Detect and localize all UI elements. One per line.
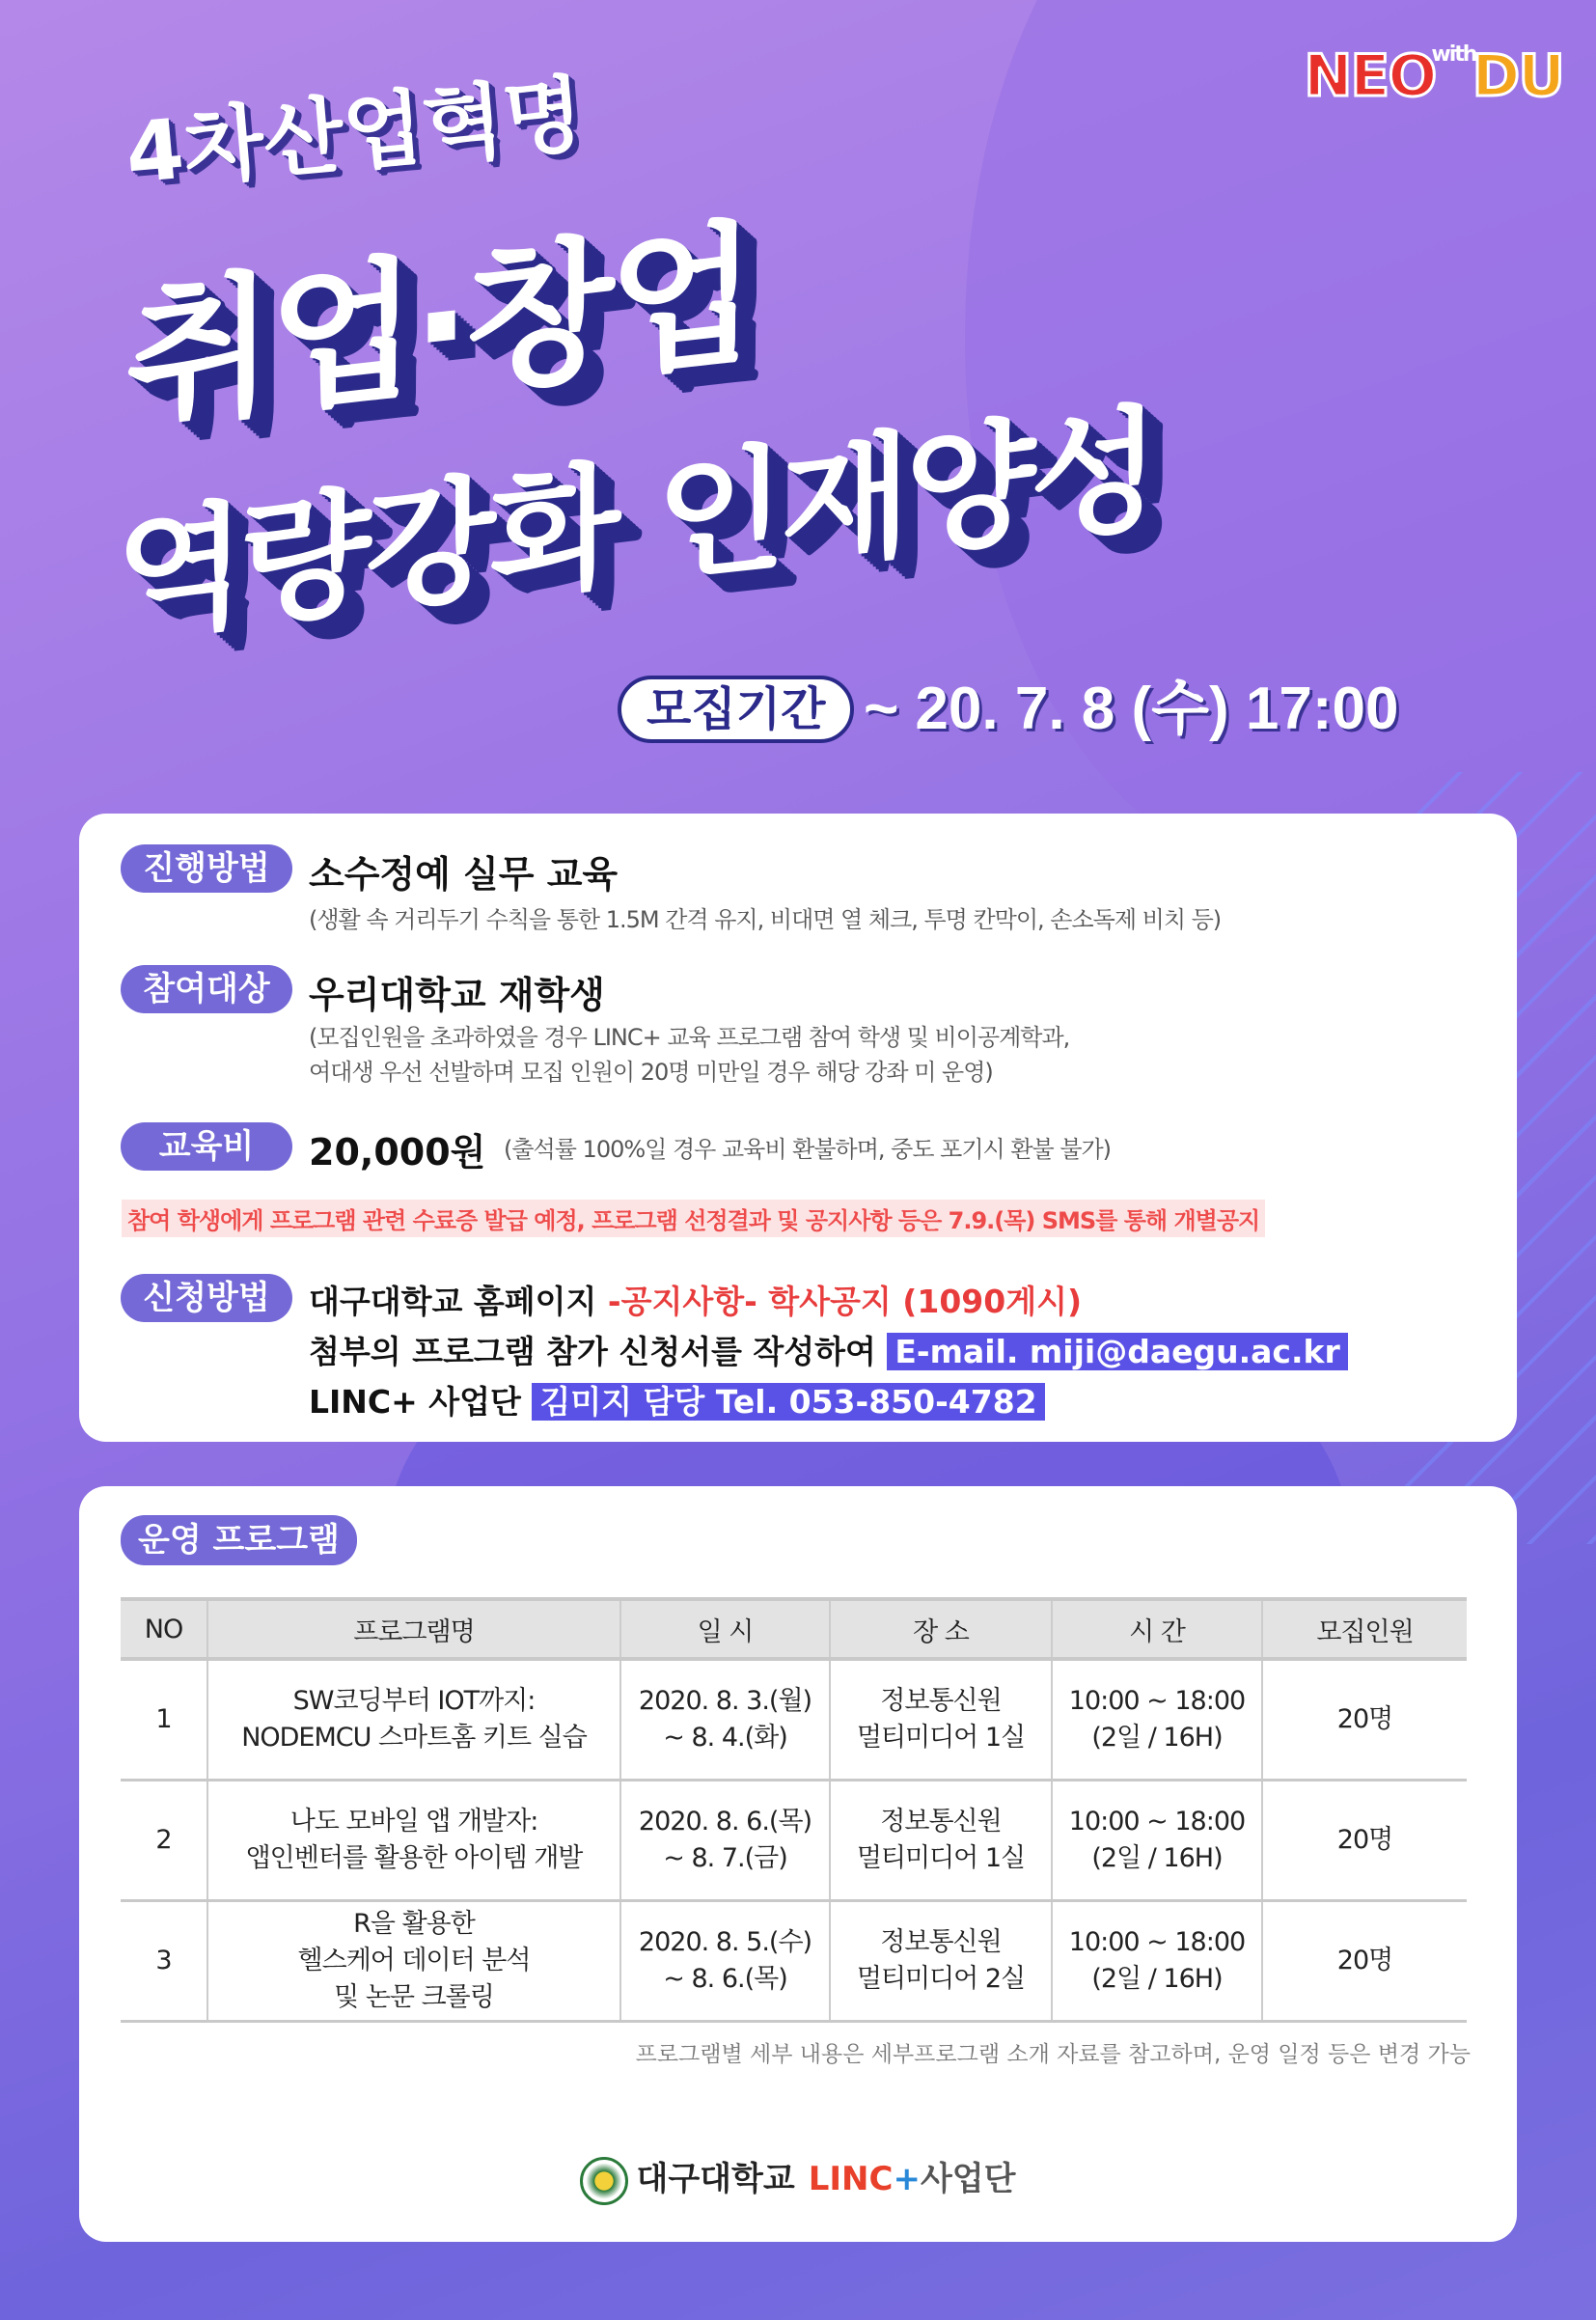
cell-count-line: 20명: [1336, 1824, 1393, 1855]
cell-place-line: 멀티미디어 2실: [856, 1963, 1026, 1994]
method-sub: (생활 속 거리두기 수칙을 통한 1.5M 간격 유지, 비대면 열 체크, 투명 칸막이, 손소독제 비치 등): [309, 906, 1222, 933]
notice-text: 참여 학생에게 프로그램 관련 수료증 발급 예정, 프로그램 선정결과 및 공지사항 등은 7.9.(목) SMS를 통해 개별공지: [122, 1200, 1265, 1237]
program-card: [79, 1486, 1517, 2242]
cell-time-line: 10:00 ~ 18:00: [1068, 1926, 1246, 1957]
apply-line1: [309, 1277, 1082, 1322]
fee-sub: (출석률 100%일 경우 교육비 환불하며, 중도 포기시 환불 불가): [504, 1136, 1112, 1163]
cell-date-line: ~ 8. 6.(목): [663, 1963, 787, 1994]
table-row: [121, 1780, 1467, 1900]
fee-badge: 교육비: [121, 1122, 292, 1171]
cell-date: [620, 1780, 830, 1900]
cell-place: [830, 1659, 1052, 1780]
program-badge: 운영 프로그램: [121, 1515, 357, 1565]
cell-date-line: 2020. 8. 6.(목): [638, 1806, 812, 1837]
target-sub2: 여대생 우선 선발하며 모집 인원이 20명 미만일 경우 해당 강좌 미 운영): [309, 1059, 993, 1086]
col-time: 시 간: [1052, 1599, 1262, 1659]
target-main: 우리대학교 재학생: [309, 974, 605, 1016]
university-name: 대구대학교: [636, 2160, 795, 2198]
title-line2: 역량강화 인재양성: [116, 391, 1155, 658]
col-count: 모집인원: [1262, 1599, 1467, 1659]
cell-date-line: ~ 8. 4.(화): [663, 1722, 787, 1753]
cell-no-line: 3: [155, 1945, 172, 1975]
cell-program-name: [207, 1659, 620, 1780]
table-row: [121, 1900, 1467, 2021]
cell-no-line: 1: [155, 1703, 172, 1734]
cell-count: [1262, 1900, 1467, 2021]
cell-time-line: (2일 / 16H): [1091, 1842, 1223, 1873]
cell-time-line: (2일 / 16H): [1091, 1963, 1223, 1994]
cell-time: [1052, 1659, 1262, 1780]
linc-plus: +: [893, 2160, 921, 2198]
cell-date: [620, 1900, 830, 2021]
cell-time-line: 10:00 ~ 18:00: [1068, 1806, 1246, 1837]
cell-date-line: ~ 8. 7.(금): [663, 1842, 787, 1873]
cell-no-line: 2: [155, 1824, 172, 1855]
cell-date: [620, 1659, 830, 1780]
target-sub1: (모집인원을 초과하였을 경우 LINC+ 교육 프로그램 참여 학생 및 비이공계학과,: [309, 1024, 1070, 1051]
fee-main: 20,000원: [309, 1131, 486, 1174]
apply-badge: 신청방법: [121, 1274, 292, 1322]
col-no: NO: [121, 1599, 207, 1659]
linc-suffix: 사업단: [920, 2160, 1016, 2198]
recruit-period-badge: 모집기간: [618, 676, 854, 743]
cell-program-name-line: 나도 모바일 앱 개발자:: [289, 1806, 538, 1837]
cell-place-line: 멀티미디어 1실: [856, 1842, 1026, 1873]
cell-program-name-line: 헬스케어 데이터 분석: [297, 1945, 531, 1975]
linc-text: LINC: [808, 2160, 894, 2198]
cell-place-line: 정보통신원: [880, 1806, 1002, 1837]
cell-program-name: [207, 1780, 620, 1900]
deadline-text: ~ 20. 7. 8 (수) 17:00: [864, 676, 1399, 742]
notice-board-link: -공지사항- 학사공지 (1090게시): [607, 1283, 1083, 1320]
cell-program-name-line: NODEMCU 스마트홈 키트 실습: [241, 1722, 587, 1753]
method-main: 소수정예 실무 교육: [309, 853, 619, 896]
footer-logos: [79, 2152, 1517, 2205]
cell-place-line: 정보통신원: [880, 1685, 1002, 1716]
cell-no: [121, 1900, 207, 2021]
title-line1: 취업·창업: [125, 203, 753, 451]
university-seal-icon: [580, 2157, 628, 2205]
cell-program-name-line: R을 활용한: [353, 1908, 475, 1939]
cell-place-line: 정보통신원: [880, 1926, 1002, 1957]
cell-time-line: (2일 / 16H): [1091, 1722, 1223, 1753]
cell-program-name-line: 및 논문 크롤링: [334, 1981, 494, 2012]
apply-line2: [309, 1327, 1348, 1372]
cell-place: [830, 1900, 1052, 2021]
linc-logo: [809, 2160, 921, 2198]
cell-program-name: [207, 1900, 620, 2021]
header-subtitle: 4차산업혁명: [122, 66, 588, 203]
apply-line3-text: LINC+ 사업단: [309, 1383, 533, 1421]
cell-place-line: 멀티미디어 1실: [856, 1722, 1026, 1753]
cell-count: [1262, 1659, 1467, 1780]
neo-with-du-logo: $NEO^{with}DU$: [1304, 42, 1563, 110]
target-badge: 참여대상: [121, 965, 292, 1013]
cell-program-name-line: 앱인벤터를 활용한 아이템 개발: [245, 1842, 583, 1873]
cell-program-name-line: SW코딩부터 IOT까지:: [292, 1685, 536, 1716]
program-table: [121, 1597, 1467, 2023]
col-program-name: 프로그램명: [207, 1599, 620, 1659]
table-row: [121, 1659, 1467, 1780]
cell-time: [1052, 1780, 1262, 1900]
cell-no: [121, 1659, 207, 1780]
table-note: 프로그램별 세부 내용은 세부프로그램 소개 자료를 참고하며, 운영 일정 등은 변경 가능: [635, 2042, 1471, 2067]
method-badge: 진행방법: [121, 844, 292, 893]
cell-place: [830, 1780, 1052, 1900]
email-address[interactable]: E-mail. miji@daegu.ac.kr: [887, 1333, 1347, 1370]
cell-date-line: 2020. 8. 3.(월): [638, 1685, 812, 1716]
cell-no: [121, 1780, 207, 1900]
cell-count-line: 20명: [1336, 1703, 1393, 1734]
cell-date-line: 2020. 8. 5.(수): [638, 1926, 812, 1957]
cell-count: [1262, 1780, 1467, 1900]
cell-time: [1052, 1900, 1262, 2021]
cell-time-line: 10:00 ~ 18:00: [1068, 1685, 1246, 1716]
apply-line1-text: 대구대학교 홈페이지: [309, 1283, 608, 1320]
info-card: [79, 814, 1517, 1442]
apply-line2-text: 첨부의 프로그램 참가 신청서를 작성하여: [309, 1333, 888, 1370]
apply-line3: [309, 1377, 1045, 1422]
col-place: 장 소: [830, 1599, 1052, 1659]
cell-count-line: 20명: [1336, 1945, 1393, 1975]
col-date: 일 시: [620, 1599, 830, 1659]
contact-phone: 김미지 담당 Tel. 053-850-4782: [532, 1383, 1044, 1421]
